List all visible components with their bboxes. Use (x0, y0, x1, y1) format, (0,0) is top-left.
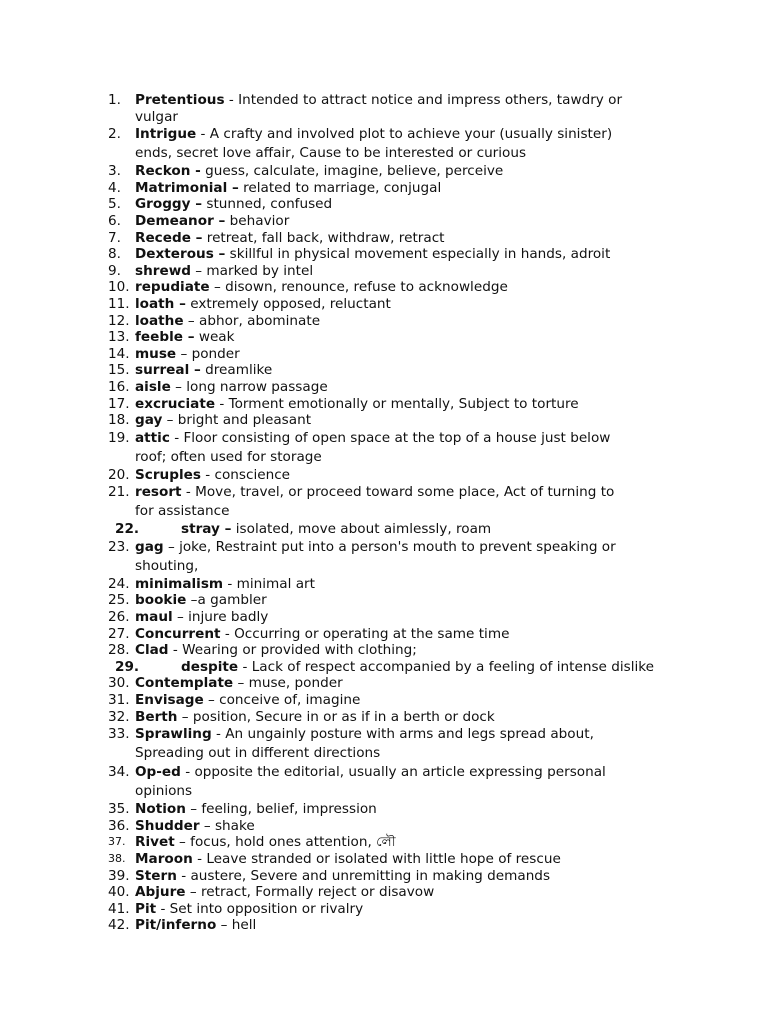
list-item (0, 412, 635, 429)
item-term: Pit/inferno (135, 917, 217, 934)
list-item (0, 626, 635, 643)
item-definition: stunned, confused (202, 196, 333, 213)
list-item (0, 917, 635, 934)
item-term: maul (135, 609, 173, 626)
item-number: 30. (108, 675, 130, 692)
item-definition: - conscience (200, 466, 291, 483)
item-term: Clad (135, 642, 169, 659)
item-definition: - Floor consisting of open space at the top of a house just below roof; often used for storage (135, 429, 611, 465)
item-definition: retreat, fall back, withdraw, retract (202, 229, 445, 246)
item-term: Envisage (135, 692, 204, 709)
list-item (0, 180, 635, 197)
item-definition: – retract, Formally reject or disavow (185, 884, 435, 901)
item-number: 42. (108, 917, 130, 934)
item-number: 2. (108, 126, 121, 143)
list-item (0, 379, 635, 396)
item-term: repudiate (135, 279, 210, 296)
item-definition: - austere, Severe and unremitting in making demands (176, 867, 551, 884)
item-term: Shudder (135, 817, 200, 834)
item-number: 34. (108, 764, 130, 781)
item-definition: isolated, move about aimlessly, roam (231, 521, 492, 538)
item-term: Sprawling (135, 726, 212, 743)
item-number: 15. (108, 362, 130, 379)
item-number: 23. (108, 538, 130, 555)
list-item (0, 642, 635, 659)
list-item (0, 196, 635, 213)
item-definition: – ponder (176, 345, 240, 362)
item-number: 5. (108, 196, 121, 213)
item-number: 38. (108, 852, 126, 865)
item-term: Intrigue (135, 126, 197, 143)
item-term: Contemplate (135, 675, 234, 692)
item-number: 25. (108, 592, 130, 609)
list-item (0, 483, 635, 521)
item-definition: - Lack of respect accompanied by a feeling of intense dislike (238, 658, 655, 675)
list-item (0, 163, 635, 180)
item-term: shrewd (135, 262, 191, 279)
item-number: 21. (108, 484, 130, 501)
list-item (0, 801, 635, 818)
item-number: 11. (108, 295, 130, 312)
item-term: resort (135, 484, 182, 501)
item-term: Maroon (135, 851, 193, 867)
item-term: Matrimonial – (135, 179, 239, 196)
item-definition: skillful in physical movement especially in hands, adroit (225, 246, 611, 263)
item-definition: dreamlike (200, 362, 273, 379)
list-item (0, 329, 635, 346)
item-number: 31. (108, 692, 130, 709)
item-definition: – long narrow passage (170, 378, 328, 395)
item-term: despite (181, 658, 239, 675)
item-number: 4. (108, 179, 121, 196)
item-term: Groggy – (135, 196, 203, 213)
item-term: Notion (135, 801, 186, 818)
item-definition: – injure badly (172, 609, 269, 626)
list-item (0, 521, 641, 538)
item-term: Pretentious (135, 92, 225, 108)
item-definition: - Move, travel, or proceed toward some place, Act of turning to for assistance (135, 484, 615, 520)
list-item (0, 709, 635, 726)
list-item (0, 692, 635, 709)
item-term: gay (135, 412, 163, 429)
item-term: attic (135, 429, 170, 446)
item-number: 18. (108, 412, 130, 429)
item-number: 1. (108, 92, 121, 108)
item-number: 10. (108, 279, 130, 296)
list-item (0, 763, 635, 801)
list-item (0, 313, 635, 330)
list-item (0, 851, 635, 868)
list-item (0, 346, 635, 363)
item-definition: extremely opposed, reluctant (185, 295, 391, 312)
list-item (0, 868, 635, 885)
item-definition: - Wearing or provided with clothing; (168, 642, 417, 659)
item-number: 17. (108, 395, 130, 412)
list-item (0, 901, 635, 918)
item-number: 26. (108, 609, 130, 626)
item-definition: – focus, hold ones attention, লৌ (174, 834, 396, 851)
item-number: 7. (108, 229, 121, 246)
item-definition: - Leave stranded or isolated with little hope of rescue (192, 851, 561, 867)
list-item (0, 230, 635, 247)
item-definition: - An ungainly posture with arms and legs spread about, Spreading out in different directions (135, 726, 594, 762)
item-term: aisle (135, 378, 171, 395)
item-number: 13. (108, 329, 130, 346)
list-item (0, 818, 635, 835)
list-item (0, 125, 635, 163)
item-term: muse (135, 345, 177, 362)
list-item (0, 429, 635, 467)
list-item (0, 675, 635, 692)
item-term: Reckon - (135, 163, 201, 180)
item-number: 20. (108, 466, 130, 483)
list-item (0, 884, 635, 901)
item-definition: –a gambler (186, 592, 267, 609)
item-number: 40. (108, 884, 130, 901)
item-number: 12. (108, 312, 130, 329)
item-term: loathe (135, 312, 184, 329)
item-number: 36. (108, 817, 130, 834)
item-term: Berth (135, 708, 178, 725)
list-item (0, 659, 741, 676)
item-number: 6. (108, 212, 121, 229)
item-term: minimalism (135, 575, 224, 592)
item-number: 29. (115, 658, 140, 675)
list-item (0, 592, 635, 609)
item-term: excruciate (135, 395, 216, 412)
list-item (0, 92, 635, 125)
item-term: Pit (135, 900, 157, 917)
item-term: Rivet (135, 834, 175, 851)
item-term: gag (135, 538, 164, 555)
item-definition: - A crafty and involved plot to achieve your (usually sinister) ends, secret love affair, Cause to be interested or curious (135, 126, 613, 162)
item-number: 35. (108, 801, 130, 818)
list-item (0, 263, 635, 280)
list-item (0, 609, 635, 626)
item-number: 22. (115, 521, 140, 538)
list-item (0, 725, 635, 763)
item-number: 19. (108, 429, 130, 446)
item-number: 39. (108, 867, 130, 884)
item-number: 24. (108, 575, 130, 592)
item-number: 37. (108, 835, 126, 849)
item-definition: – marked by intel (190, 262, 314, 279)
item-term: stray – (181, 521, 232, 538)
item-number: 27. (108, 625, 130, 642)
item-number: 41. (108, 900, 130, 917)
item-definition: – disown, renounce, refuse to acknowledge (209, 279, 508, 296)
item-term: Dexterous – (135, 246, 226, 263)
item-definition: – shake (199, 817, 255, 834)
list-item (0, 296, 635, 313)
item-term: loath – (135, 295, 186, 312)
item-definition: related to marriage, conjugal (238, 179, 442, 196)
item-definition: – bright and pleasant (162, 412, 312, 429)
item-term: Concurrent (135, 625, 221, 642)
item-number: 16. (108, 378, 130, 395)
item-definition: – hell (216, 917, 257, 934)
item-definition: – abhor, abominate (183, 312, 321, 329)
item-definition: – muse, ponder (233, 675, 343, 692)
item-definition: - opposite the editorial, usually an article expressing personal opinions (135, 764, 606, 800)
list-item (0, 834, 635, 851)
list-item (0, 279, 635, 296)
item-definition: – feeling, belief, impression (185, 801, 377, 818)
list-item (0, 213, 635, 230)
item-definition: - Intended to attract notice and impress others, tawdry or vulgar (135, 92, 623, 125)
list-item (0, 538, 635, 576)
list-item (0, 246, 635, 263)
item-definition: behavior (225, 212, 290, 229)
item-definition: weak (194, 329, 235, 346)
item-number: 28. (108, 642, 130, 659)
item-definition: – joke, Restraint put into a person's mouth to prevent speaking or shouting, (135, 538, 616, 574)
item-number: 8. (108, 246, 121, 263)
item-definition: - Occurring or operating at the same time (220, 625, 510, 642)
list-item (0, 576, 635, 593)
item-number: 9. (108, 262, 121, 279)
list-item (0, 396, 635, 413)
item-definition: - Set into opposition or rivalry (156, 900, 364, 917)
item-term: feeble – (135, 329, 195, 346)
item-term: Recede – (135, 229, 203, 246)
item-number: 3. (108, 163, 121, 180)
item-definition: - Torment emotionally or mentally, Subject to torture (215, 395, 579, 412)
item-number: 33. (108, 726, 130, 743)
item-definition: – position, Secure in or as if in a berth or dock (177, 708, 495, 725)
item-term: bookie (135, 592, 187, 609)
item-number: 14. (108, 345, 130, 362)
item-definition: guess, calculate, imagine, believe, perceive (200, 163, 504, 180)
item-number: 32. (108, 708, 130, 725)
list-item (0, 467, 635, 484)
item-term: Scruples (135, 466, 201, 483)
item-term: Abjure (135, 884, 186, 901)
item-term: surreal – (135, 362, 201, 379)
item-definition: - minimal art (223, 575, 315, 592)
item-term: Stern (135, 867, 177, 884)
item-term: Demeanor – (135, 212, 226, 229)
item-definition: – conceive of, imagine (203, 692, 361, 709)
vocabulary-list (0, 92, 768, 934)
list-item (0, 362, 635, 379)
item-term: Op-ed (135, 764, 181, 781)
